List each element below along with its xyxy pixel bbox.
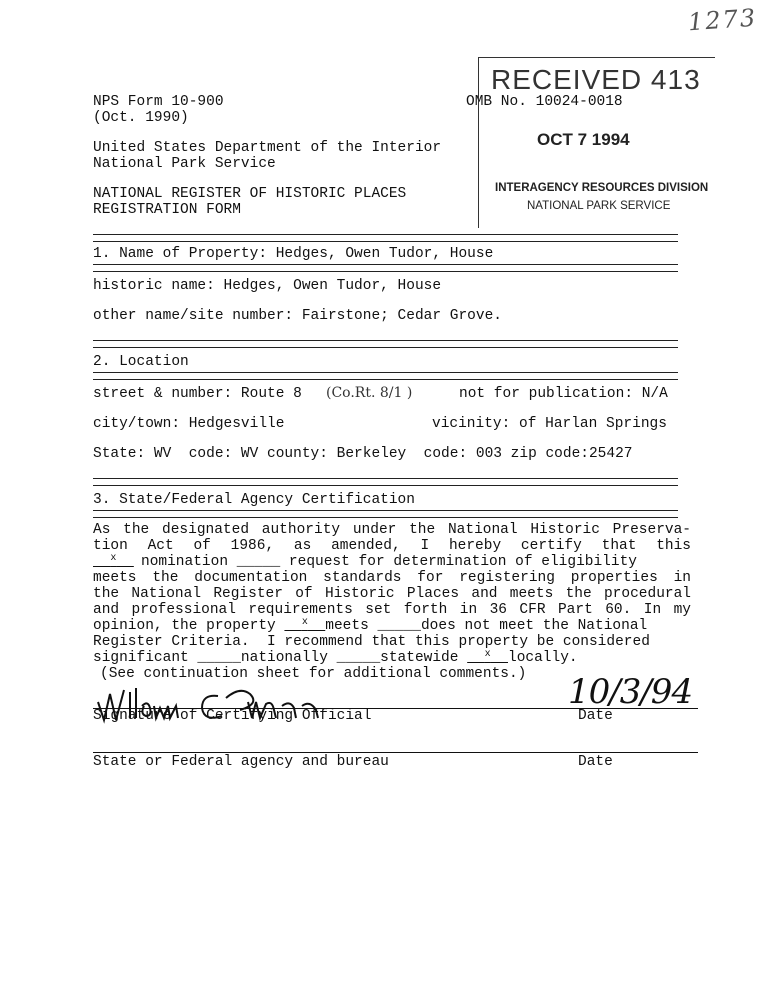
section-divider (93, 234, 678, 242)
section2-heading: 2. Location (93, 354, 189, 370)
locally-text: locally. (508, 650, 578, 666)
stamp-date: OCT 7 1994 (537, 130, 630, 149)
certification-line: and professional requirements set forth in 36 CFR Part 60. In my (93, 602, 691, 618)
section-divider (93, 510, 678, 518)
signature-date: 10/3/94 (568, 672, 693, 712)
historic-name: historic name: Hedges, Owen Tudor, House (93, 278, 442, 294)
check-mark: x (110, 553, 117, 564)
stamp-received: RECEIVED 413 (491, 64, 701, 95)
service: National Park Service (93, 156, 276, 172)
page-number-handwritten: 1273 (687, 3, 758, 37)
section1-heading: 1. Name of Property: Hedges, Owen Tudor, House (93, 246, 494, 262)
other-name: other name/site number: Fairstone; Cedar Grove. (93, 308, 502, 324)
certification-line: Register Criteria. I recommend that this property be considered (93, 634, 650, 650)
meets-text: meets _____does not meet the National (325, 618, 648, 634)
section-divider (93, 340, 678, 348)
certification-line: As the designated authority under the National Historic Preserva- (93, 522, 691, 538)
form-date: (Oct. 1990) (93, 110, 189, 126)
not-for-publication: not for publication: N/A (459, 386, 668, 402)
certification-line: tion Act of 1986, as amended, I hereby certify that this (93, 538, 691, 554)
received-stamp (478, 57, 715, 228)
section-divider (93, 478, 678, 486)
form-title: REGISTRATION FORM (93, 202, 241, 218)
signature-label: Signature of Certifying Official (93, 708, 372, 724)
agency-date-label: Date (578, 754, 613, 770)
omb-number: OMB No. 10024-0018 (466, 94, 623, 110)
section3-heading: 3. State/Federal Agency Certification (93, 492, 415, 508)
check-mark: x (301, 617, 308, 628)
agency-label: State or Federal agency and bureau (93, 754, 389, 770)
section-divider (93, 372, 678, 380)
form-number: NPS Form 10-900 (93, 94, 224, 110)
signature-date-label: Date (578, 708, 613, 724)
state-codes: State: WV code: WV county: Berkeley code: 003 zip code:25427 (93, 446, 633, 462)
certification-line: nomination _____ request for determination of eligibility (141, 554, 637, 570)
significance-text: significant _____nationally _____statewide (93, 650, 459, 666)
city-town: city/town: Hedgesville (93, 416, 285, 432)
agency-line (93, 752, 698, 753)
stamp-division: INTERAGENCY RESOURCES DIVISION (495, 182, 709, 194)
register-title: NATIONAL REGISTER OF HISTORIC PLACES (93, 186, 407, 202)
section-divider (93, 264, 678, 272)
street-handwritten: (Co.Rt. 8/1 ) (326, 385, 413, 401)
check-mark: x (484, 649, 491, 660)
vicinity: vicinity: of Harlan Springs (432, 416, 667, 432)
opinion-text: opinion, the property (93, 618, 276, 634)
certification-line: meets the documentation standards for registering properties in (93, 570, 691, 586)
street-number: street & number: Route 8 (93, 386, 302, 402)
stamp-service: NATIONAL PARK SERVICE (527, 200, 671, 212)
continuation-note: (See continuation sheet for additional comments.) (100, 666, 527, 682)
certification-line: the National Register of Historic Places and meets the procedural (93, 586, 691, 602)
department: United States Department of the Interior (93, 140, 442, 156)
